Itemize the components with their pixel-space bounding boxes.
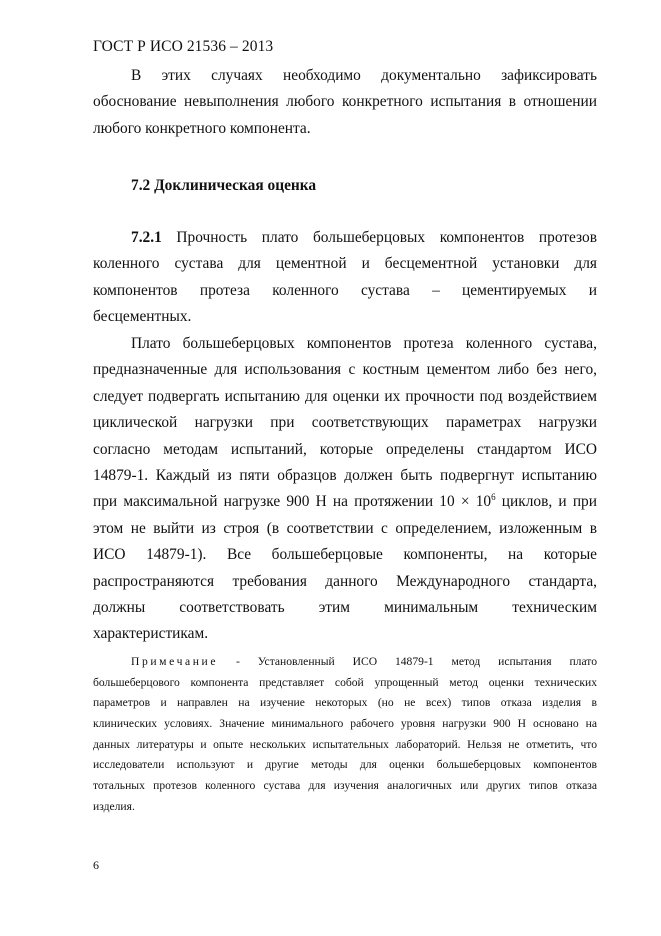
text-line: распространяются требования данного Международного стандарта, [93, 572, 597, 590]
main-paragraph [93, 331, 597, 648]
note-line: тотальных протезов коленного сустава для изучения аналогичных или других типов отказа [93, 779, 597, 793]
text-line: характеристикам. [93, 625, 209, 643]
page-number: 6 [93, 858, 99, 872]
text-line: ИСО 14879-1). Все большеберцовые компоненты, на которые [93, 546, 597, 564]
text-line: следует подвергать испытанию для оценки их прочности под воздействием [93, 387, 597, 405]
document-header: ГОСТ Р ИСО 21536 – 2013 [93, 38, 274, 55]
text-line: циклической нагрузки при соответствующих параметрах нагрузки [93, 414, 597, 432]
section-heading: 7.2 Доклиническая оценка [131, 177, 317, 194]
text-fragment: - Установленный ИСО 14879-1 метод испытания плато [236, 655, 597, 668]
note-line: данных литературы и опыте нескольких испытательных лабораторий. Нельзя не отметить, что [93, 737, 597, 751]
text-line: коленного сустава для цементной и бесцементной установки для [93, 255, 597, 273]
text-line: Прочность плато большеберцовых компонентов протезов [176, 229, 598, 246]
note-line: параметров и направлен на изучение некоторых (но не всех) типов отказа изделия в [93, 696, 597, 710]
note-label: Примечание [131, 655, 219, 668]
section-heading-block [93, 173, 597, 199]
note-line: клинических условиях. Значение минимального рабочего уровня нагрузки 900 Н основано на [93, 717, 597, 731]
note-first-line [93, 652, 597, 673]
text-fragment: при максимальной нагрузке 900 Н на протяжении 10 × 10 [93, 493, 492, 511]
text-line: любого конкретного компонента. [93, 119, 311, 137]
text-line: этом не выйти из строя (в соответствии с определением, изложенным в [93, 519, 597, 537]
text-line: согласно методам испытаний, которые определены стандартом ИСО [93, 440, 597, 458]
subsection-number: 7.2.1 [131, 229, 162, 246]
text-line: бесцементных. [93, 308, 192, 326]
note-line: большеберцового компонента представляет собой упрощенный метод оценки технических [93, 675, 597, 689]
text-line: 14879-1. Каждый из пяти образцов должен быть подвергнут испытанию [93, 466, 597, 484]
text-line: предназначенные для использования с костным цементом либо без него, [93, 361, 597, 379]
subsection-first-line [93, 225, 597, 251]
text-line: В этих случаях необходимо документально зафиксировать [131, 67, 597, 84]
text-line: должны соответствовать этим минимальным техническим [93, 598, 597, 616]
text-fragment: циклов, и при [495, 493, 597, 511]
text-line: обоснование невыполнения любого конкретного испытания в отношении [93, 93, 597, 111]
text-line-with-exponent [93, 489, 597, 515]
text-line: Плато большеберцовых компонентов протеза коленного сустава, [131, 335, 597, 352]
subsection-paragraph [93, 225, 597, 331]
text-line: компонентов протеза коленного сустава – цементируемых и [93, 281, 597, 299]
note-line: исследователи используют и другие методы для оценки большеберцовых компонентов [93, 758, 597, 772]
exponent: 6 [491, 492, 496, 503]
note-line: изделия. [93, 799, 135, 813]
intro-paragraph [93, 63, 597, 142]
note-block [93, 652, 597, 818]
